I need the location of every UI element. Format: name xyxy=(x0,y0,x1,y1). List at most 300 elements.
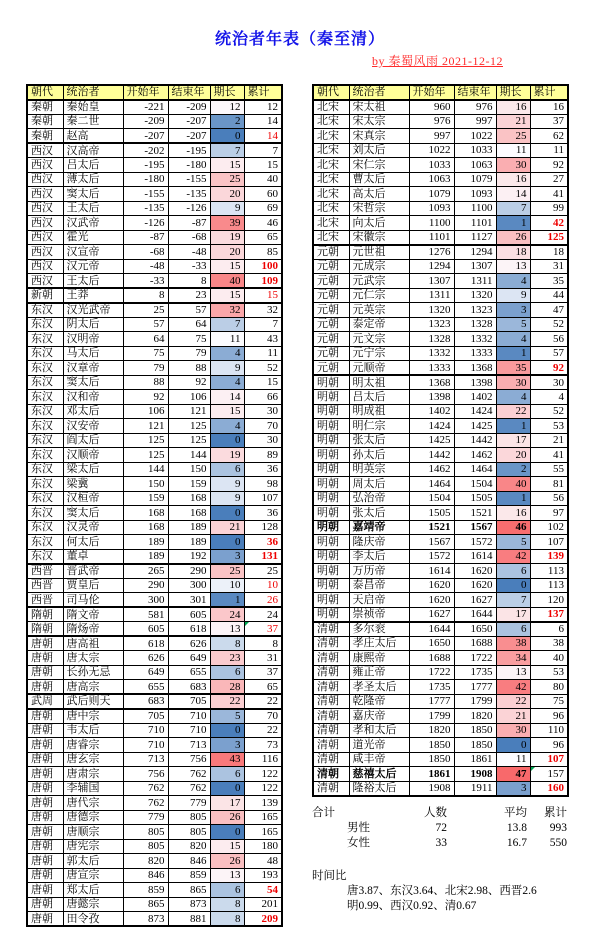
end-year-cell[interactable]: 649 xyxy=(168,651,210,666)
cumulative-cell[interactable]: 55 xyxy=(530,462,568,477)
end-year-cell[interactable]: 1462 xyxy=(454,448,496,463)
ruler-cell[interactable]: 张太后 xyxy=(349,506,409,521)
end-year-cell[interactable]: 1850 xyxy=(454,723,496,738)
duration-cell[interactable]: 4 xyxy=(210,419,244,434)
cumulative-cell[interactable]: 69 xyxy=(244,201,282,216)
ruler-cell[interactable]: 唐高宗 xyxy=(63,680,123,695)
dynasty-cell[interactable]: 东汉 xyxy=(27,491,63,506)
end-year-cell[interactable]: 683 xyxy=(168,680,210,695)
start-year-cell[interactable]: 960 xyxy=(409,100,454,115)
ruler-cell[interactable]: 孙太后 xyxy=(349,448,409,463)
ruler-cell[interactable]: 宋太宗 xyxy=(349,114,409,129)
cumulative-cell[interactable]: 201 xyxy=(244,897,282,912)
duration-cell[interactable]: 7 xyxy=(496,201,530,216)
ruler-cell[interactable]: 元武宗 xyxy=(349,274,409,289)
ruler-cell[interactable]: 泰昌帝 xyxy=(349,578,409,593)
cumulative-cell[interactable]: 180 xyxy=(244,839,282,854)
cumulative-cell[interactable]: 56 xyxy=(530,491,568,506)
ruler-cell[interactable]: 马太后 xyxy=(63,346,123,361)
dynasty-cell[interactable]: 清朝 xyxy=(313,752,349,767)
start-year-cell[interactable]: 1820 xyxy=(409,723,454,738)
dynasty-cell[interactable]: 唐朝 xyxy=(27,868,63,883)
dynasty-cell[interactable]: 西汉 xyxy=(27,172,63,187)
ruler-cell[interactable]: 晋武帝 xyxy=(63,564,123,579)
duration-cell[interactable]: 21 xyxy=(496,114,530,129)
end-year-cell[interactable]: -180 xyxy=(168,158,210,173)
duration-cell[interactable]: 0 xyxy=(210,129,244,144)
start-year-cell[interactable]: 859 xyxy=(123,883,168,898)
start-year-cell[interactable]: 1402 xyxy=(409,404,454,419)
duration-cell[interactable]: 6 xyxy=(210,883,244,898)
cumulative-cell[interactable]: 30 xyxy=(244,404,282,419)
ruler-cell[interactable]: 窦太后 xyxy=(63,506,123,521)
end-year-cell[interactable]: 1307 xyxy=(454,259,496,274)
dynasty-cell[interactable]: 元朝 xyxy=(313,361,349,376)
start-year-cell[interactable]: 655 xyxy=(123,680,168,695)
duration-cell[interactable]: 11 xyxy=(210,332,244,347)
cumulative-cell[interactable]: 31 xyxy=(530,259,568,274)
duration-cell[interactable]: 0 xyxy=(210,506,244,521)
duration-cell[interactable]: 9 xyxy=(210,201,244,216)
dynasty-cell[interactable]: 清朝 xyxy=(313,767,349,782)
cumulative-cell[interactable]: 14 xyxy=(244,114,282,129)
dynasty-cell[interactable]: 唐朝 xyxy=(27,738,63,753)
ruler-cell[interactable]: 高太后 xyxy=(349,187,409,202)
ruler-cell[interactable]: 唐肃宗 xyxy=(63,767,123,782)
start-year-cell[interactable]: 1644 xyxy=(409,622,454,637)
cumulative-cell[interactable]: 193 xyxy=(244,868,282,883)
duration-cell[interactable]: 9 xyxy=(210,491,244,506)
dynasty-cell[interactable]: 明朝 xyxy=(313,564,349,579)
cumulative-cell[interactable]: 40 xyxy=(530,651,568,666)
ruler-cell[interactable]: 元仁宗 xyxy=(349,288,409,303)
ruler-cell[interactable]: 明仁宗 xyxy=(349,419,409,434)
ruler-cell[interactable]: 崇祯帝 xyxy=(349,607,409,622)
start-year-cell[interactable]: -33 xyxy=(123,274,168,289)
cumulative-cell[interactable]: 73 xyxy=(244,738,282,753)
end-year-cell[interactable]: 1093 xyxy=(454,187,496,202)
end-year-cell[interactable]: -207 xyxy=(168,114,210,129)
ruler-cell[interactable]: 阴太后 xyxy=(63,317,123,332)
dynasty-cell[interactable]: 唐朝 xyxy=(27,709,63,724)
ruler-cell[interactable]: 汉光武帝 xyxy=(63,303,123,318)
ruler-cell[interactable]: 天启帝 xyxy=(349,593,409,608)
column-header[interactable]: 累计 xyxy=(244,85,282,100)
duration-cell[interactable]: 8 xyxy=(210,912,244,927)
cumulative-cell[interactable]: 139 xyxy=(244,796,282,811)
end-year-cell[interactable]: 1368 xyxy=(454,361,496,376)
duration-cell[interactable]: 15 xyxy=(210,404,244,419)
duration-cell[interactable]: 5 xyxy=(496,535,530,550)
start-year-cell[interactable]: 683 xyxy=(123,694,168,709)
dynasty-cell[interactable]: 隋朝 xyxy=(27,607,63,622)
duration-cell[interactable]: 40 xyxy=(210,274,244,289)
duration-cell[interactable]: 13 xyxy=(210,622,244,637)
end-year-cell[interactable]: 762 xyxy=(168,767,210,782)
start-year-cell[interactable]: 159 xyxy=(123,491,168,506)
duration-cell[interactable]: 1 xyxy=(496,491,530,506)
dynasty-cell[interactable]: 东汉 xyxy=(27,433,63,448)
start-year-cell[interactable]: 1504 xyxy=(409,491,454,506)
ruler-cell[interactable]: 宋徽宗 xyxy=(349,230,409,245)
ruler-cell[interactable]: 乾隆帝 xyxy=(349,694,409,709)
ruler-cell[interactable]: 唐懿宗 xyxy=(63,897,123,912)
start-year-cell[interactable]: 846 xyxy=(123,868,168,883)
start-year-cell[interactable]: 1777 xyxy=(409,694,454,709)
start-year-cell[interactable]: 649 xyxy=(123,665,168,680)
cumulative-cell[interactable]: 41 xyxy=(530,448,568,463)
dynasty-cell[interactable]: 北宋 xyxy=(313,114,349,129)
dynasty-cell[interactable]: 唐朝 xyxy=(27,651,63,666)
duration-cell[interactable]: 24 xyxy=(210,607,244,622)
start-year-cell[interactable]: 88 xyxy=(123,375,168,390)
end-year-cell[interactable]: 1442 xyxy=(454,433,496,448)
ruler-cell[interactable]: 唐睿宗 xyxy=(63,738,123,753)
ruler-cell[interactable]: 孝圣太后 xyxy=(349,680,409,695)
column-header[interactable]: 期长 xyxy=(496,85,530,100)
dynasty-cell[interactable]: 北宋 xyxy=(313,158,349,173)
end-year-cell[interactable]: 75 xyxy=(168,332,210,347)
ruler-cell[interactable]: 郭太后 xyxy=(63,854,123,869)
ruler-cell[interactable]: 弘治帝 xyxy=(349,491,409,506)
start-year-cell[interactable]: -126 xyxy=(123,216,168,231)
end-year-cell[interactable]: 125 xyxy=(168,419,210,434)
start-year-cell[interactable]: 168 xyxy=(123,520,168,535)
cumulative-cell[interactable]: 53 xyxy=(530,665,568,680)
dynasty-cell[interactable]: 北宋 xyxy=(313,129,349,144)
start-year-cell[interactable]: 25 xyxy=(123,303,168,318)
start-year-cell[interactable]: 1425 xyxy=(409,433,454,448)
start-year-cell[interactable]: 1100 xyxy=(409,216,454,231)
end-year-cell[interactable]: 125 xyxy=(168,433,210,448)
start-year-cell[interactable]: 873 xyxy=(123,912,168,927)
dynasty-cell[interactable]: 东汉 xyxy=(27,346,63,361)
dynasty-cell[interactable]: 清朝 xyxy=(313,651,349,666)
start-year-cell[interactable]: 1850 xyxy=(409,752,454,767)
duration-cell[interactable]: 32 xyxy=(210,303,244,318)
dynasty-cell[interactable]: 元朝 xyxy=(313,303,349,318)
start-year-cell[interactable]: 168 xyxy=(123,506,168,521)
duration-cell[interactable]: 15 xyxy=(210,158,244,173)
end-year-cell[interactable]: 1464 xyxy=(454,462,496,477)
cumulative-cell[interactable]: 7 xyxy=(244,143,282,158)
cumulative-cell[interactable]: 209 xyxy=(244,912,282,927)
cumulative-cell[interactable]: 38 xyxy=(530,636,568,651)
cumulative-cell[interactable]: 26 xyxy=(244,593,282,608)
ruler-cell[interactable]: 秦二世 xyxy=(63,114,123,129)
dynasty-cell[interactable]: 东汉 xyxy=(27,404,63,419)
cumulative-cell[interactable]: 46 xyxy=(244,216,282,231)
duration-cell[interactable]: 1 xyxy=(496,419,530,434)
start-year-cell[interactable]: 1093 xyxy=(409,201,454,216)
end-year-cell[interactable]: 300 xyxy=(168,578,210,593)
ruler-cell[interactable]: 贾皇后 xyxy=(63,578,123,593)
duration-cell[interactable]: 6 xyxy=(496,622,530,637)
dynasty-cell[interactable]: 西晋 xyxy=(27,578,63,593)
dynasty-cell[interactable]: 明朝 xyxy=(313,549,349,564)
duration-cell[interactable]: 9 xyxy=(210,477,244,492)
start-year-cell[interactable]: 618 xyxy=(123,636,168,651)
duration-cell[interactable]: 4 xyxy=(496,274,530,289)
cumulative-cell[interactable]: 165 xyxy=(244,810,282,825)
end-year-cell[interactable]: 881 xyxy=(168,912,210,927)
start-year-cell[interactable]: 1521 xyxy=(409,520,454,535)
dynasty-cell[interactable]: 明朝 xyxy=(313,390,349,405)
duration-cell[interactable]: 14 xyxy=(210,390,244,405)
ruler-cell[interactable]: 王太后 xyxy=(63,201,123,216)
start-year-cell[interactable]: 997 xyxy=(409,129,454,144)
dynasty-cell[interactable]: 西汉 xyxy=(27,259,63,274)
duration-cell[interactable]: 7 xyxy=(210,317,244,332)
start-year-cell[interactable]: -209 xyxy=(123,114,168,129)
start-year-cell[interactable]: -202 xyxy=(123,143,168,158)
start-year-cell[interactable]: 121 xyxy=(123,419,168,434)
ruler-cell[interactable]: 唐宣宗 xyxy=(63,868,123,883)
start-year-cell[interactable]: 1368 xyxy=(409,375,454,390)
cumulative-cell[interactable]: 96 xyxy=(530,709,568,724)
end-year-cell[interactable]: 1650 xyxy=(454,622,496,637)
end-year-cell[interactable]: 1022 xyxy=(454,129,496,144)
end-year-cell[interactable]: 1820 xyxy=(454,709,496,724)
cumulative-cell[interactable]: 42 xyxy=(530,216,568,231)
start-year-cell[interactable]: 265 xyxy=(123,564,168,579)
dynasty-cell[interactable]: 元朝 xyxy=(313,259,349,274)
start-year-cell[interactable]: 1620 xyxy=(409,578,454,593)
duration-cell[interactable]: 22 xyxy=(210,694,244,709)
end-year-cell[interactable]: 1328 xyxy=(454,317,496,332)
duration-cell[interactable]: 34 xyxy=(496,651,530,666)
duration-cell[interactable]: 39 xyxy=(210,216,244,231)
duration-cell[interactable]: 8 xyxy=(210,636,244,651)
cumulative-cell[interactable]: 81 xyxy=(530,477,568,492)
end-year-cell[interactable]: 1294 xyxy=(454,245,496,260)
end-year-cell[interactable]: -48 xyxy=(168,245,210,260)
dynasty-cell[interactable]: 清朝 xyxy=(313,665,349,680)
duration-cell[interactable]: 22 xyxy=(496,694,530,709)
end-year-cell[interactable]: 1799 xyxy=(454,694,496,709)
dynasty-cell[interactable]: 西汉 xyxy=(27,143,63,158)
end-year-cell[interactable]: 1627 xyxy=(454,593,496,608)
cumulative-cell[interactable]: 4 xyxy=(530,390,568,405)
cumulative-cell[interactable]: 92 xyxy=(530,158,568,173)
cumulative-cell[interactable]: 56 xyxy=(530,332,568,347)
dynasty-cell[interactable]: 唐朝 xyxy=(27,767,63,782)
duration-cell[interactable]: 16 xyxy=(496,100,530,115)
duration-cell[interactable]: 47 xyxy=(496,767,530,782)
ruler-cell[interactable]: 张太后 xyxy=(349,433,409,448)
duration-cell[interactable]: 16 xyxy=(496,506,530,521)
ruler-cell[interactable]: 司马伦 xyxy=(63,593,123,608)
ruler-cell[interactable]: 赵高 xyxy=(63,129,123,144)
cumulative-cell[interactable]: 21 xyxy=(530,433,568,448)
start-year-cell[interactable]: 1735 xyxy=(409,680,454,695)
dynasty-cell[interactable]: 西汉 xyxy=(27,274,63,289)
start-year-cell[interactable]: 1307 xyxy=(409,274,454,289)
cumulative-cell[interactable]: 157 xyxy=(530,767,568,782)
start-year-cell[interactable]: 1294 xyxy=(409,259,454,274)
ruler-cell[interactable]: 泰定帝 xyxy=(349,317,409,332)
cumulative-cell[interactable]: 85 xyxy=(244,245,282,260)
dynasty-cell[interactable]: 元朝 xyxy=(313,245,349,260)
start-year-cell[interactable]: 106 xyxy=(123,404,168,419)
dynasty-cell[interactable]: 清朝 xyxy=(313,781,349,796)
duration-cell[interactable]: 16 xyxy=(496,172,530,187)
cumulative-cell[interactable]: 12 xyxy=(244,100,282,115)
end-year-cell[interactable]: 1127 xyxy=(454,230,496,245)
dynasty-cell[interactable]: 西汉 xyxy=(27,245,63,260)
cumulative-cell[interactable]: 75 xyxy=(530,694,568,709)
duration-cell[interactable]: 4 xyxy=(496,332,530,347)
cumulative-cell[interactable]: 137 xyxy=(530,607,568,622)
duration-cell[interactable]: 1 xyxy=(496,346,530,361)
ruler-cell[interactable]: 汉顺帝 xyxy=(63,448,123,463)
ruler-cell[interactable]: 韦太后 xyxy=(63,723,123,738)
column-header[interactable]: 朝代 xyxy=(313,85,349,100)
start-year-cell[interactable]: 92 xyxy=(123,390,168,405)
cumulative-cell[interactable]: 18 xyxy=(530,245,568,260)
duration-cell[interactable]: 4 xyxy=(210,375,244,390)
start-year-cell[interactable]: -195 xyxy=(123,158,168,173)
ruler-cell[interactable]: 孝庄太后 xyxy=(349,636,409,651)
ruler-cell[interactable]: 向太后 xyxy=(349,216,409,231)
byline-link[interactable]: by 秦蜀风雨 2021-12-12 xyxy=(372,54,503,68)
dynasty-cell[interactable]: 清朝 xyxy=(313,680,349,695)
end-year-cell[interactable]: 290 xyxy=(168,564,210,579)
end-year-cell[interactable]: 1620 xyxy=(454,564,496,579)
duration-cell[interactable]: 2 xyxy=(496,462,530,477)
cumulative-cell[interactable]: 60 xyxy=(244,187,282,202)
cumulative-cell[interactable]: 109 xyxy=(244,274,282,289)
dynasty-cell[interactable]: 明朝 xyxy=(313,520,349,535)
start-year-cell[interactable]: -135 xyxy=(123,201,168,216)
cumulative-cell[interactable]: 139 xyxy=(530,549,568,564)
start-year-cell[interactable]: 805 xyxy=(123,839,168,854)
start-year-cell[interactable]: -207 xyxy=(123,129,168,144)
duration-cell[interactable]: 15 xyxy=(210,839,244,854)
duration-cell[interactable]: 30 xyxy=(496,375,530,390)
start-year-cell[interactable]: 605 xyxy=(123,622,168,637)
dynasty-cell[interactable]: 明朝 xyxy=(313,607,349,622)
duration-cell[interactable]: 4 xyxy=(210,346,244,361)
cumulative-cell[interactable]: 24 xyxy=(244,607,282,622)
end-year-cell[interactable]: 92 xyxy=(168,375,210,390)
ruler-cell[interactable]: 咸丰帝 xyxy=(349,752,409,767)
start-year-cell[interactable]: 1908 xyxy=(409,781,454,796)
cumulative-cell[interactable]: 52 xyxy=(530,404,568,419)
dynasty-cell[interactable]: 北宋 xyxy=(313,172,349,187)
cumulative-cell[interactable]: 37 xyxy=(530,114,568,129)
start-year-cell[interactable]: 290 xyxy=(123,578,168,593)
ruler-cell[interactable]: 隋炀帝 xyxy=(63,622,123,637)
duration-cell[interactable]: 25 xyxy=(210,172,244,187)
cumulative-cell[interactable]: 15 xyxy=(244,288,282,303)
duration-cell[interactable]: 7 xyxy=(496,593,530,608)
ruler-cell[interactable]: 李辅国 xyxy=(63,781,123,796)
end-year-cell[interactable]: -33 xyxy=(168,259,210,274)
dynasty-cell[interactable]: 唐朝 xyxy=(27,723,63,738)
dynasty-cell[interactable]: 元朝 xyxy=(313,317,349,332)
dynasty-cell[interactable]: 秦朝 xyxy=(27,114,63,129)
end-year-cell[interactable]: 846 xyxy=(168,854,210,869)
start-year-cell[interactable]: -155 xyxy=(123,187,168,202)
duration-cell[interactable]: 21 xyxy=(496,709,530,724)
start-year-cell[interactable]: 8 xyxy=(123,288,168,303)
duration-cell[interactable]: 30 xyxy=(496,723,530,738)
duration-cell[interactable]: 3 xyxy=(210,549,244,564)
cumulative-cell[interactable]: 40 xyxy=(244,172,282,187)
end-year-cell[interactable]: 710 xyxy=(168,709,210,724)
end-year-cell[interactable]: 150 xyxy=(168,462,210,477)
ruler-cell[interactable]: 窦太后 xyxy=(63,375,123,390)
end-year-cell[interactable]: 713 xyxy=(168,738,210,753)
ruler-cell[interactable]: 汉高帝 xyxy=(63,143,123,158)
end-year-cell[interactable]: 1079 xyxy=(454,172,496,187)
end-year-cell[interactable]: 1398 xyxy=(454,375,496,390)
ruler-cell[interactable]: 武后则天 xyxy=(63,694,123,709)
duration-cell[interactable]: 42 xyxy=(496,680,530,695)
duration-cell[interactable]: 25 xyxy=(210,564,244,579)
end-year-cell[interactable]: 1908 xyxy=(454,767,496,782)
duration-cell[interactable]: 18 xyxy=(496,245,530,260)
dynasty-cell[interactable]: 东汉 xyxy=(27,332,63,347)
cumulative-cell[interactable]: 70 xyxy=(244,709,282,724)
end-year-cell[interactable]: 1333 xyxy=(454,346,496,361)
duration-cell[interactable]: 20 xyxy=(496,448,530,463)
start-year-cell[interactable]: 976 xyxy=(409,114,454,129)
ruler-cell[interactable]: 元顺帝 xyxy=(349,361,409,376)
duration-cell[interactable]: 0 xyxy=(210,433,244,448)
end-year-cell[interactable]: 23 xyxy=(168,288,210,303)
cumulative-cell[interactable]: 8 xyxy=(244,636,282,651)
end-year-cell[interactable]: 1323 xyxy=(454,303,496,318)
end-year-cell[interactable]: 705 xyxy=(168,694,210,709)
start-year-cell[interactable]: 1722 xyxy=(409,665,454,680)
ruler-cell[interactable]: 王莽 xyxy=(63,288,123,303)
end-year-cell[interactable]: -195 xyxy=(168,143,210,158)
end-year-cell[interactable]: 1521 xyxy=(454,506,496,521)
end-year-cell[interactable]: 1614 xyxy=(454,549,496,564)
cumulative-cell[interactable]: 160 xyxy=(530,781,568,796)
duration-cell[interactable]: 17 xyxy=(496,433,530,448)
cumulative-cell[interactable]: 62 xyxy=(530,129,568,144)
duration-cell[interactable]: 6 xyxy=(210,665,244,680)
cumulative-cell[interactable]: 32 xyxy=(244,303,282,318)
dynasty-cell[interactable]: 明朝 xyxy=(313,578,349,593)
dynasty-cell[interactable]: 明朝 xyxy=(313,404,349,419)
start-year-cell[interactable]: 756 xyxy=(123,767,168,782)
start-year-cell[interactable]: -180 xyxy=(123,172,168,187)
cumulative-cell[interactable]: 80 xyxy=(530,680,568,695)
end-year-cell[interactable]: 976 xyxy=(454,100,496,115)
column-header[interactable]: 开始年 xyxy=(409,85,454,100)
duration-cell[interactable]: 3 xyxy=(210,738,244,753)
cumulative-cell[interactable]: 7 xyxy=(244,317,282,332)
duration-cell[interactable]: 5 xyxy=(210,709,244,724)
cumulative-cell[interactable]: 41 xyxy=(530,187,568,202)
start-year-cell[interactable]: 1572 xyxy=(409,549,454,564)
ruler-cell[interactable]: 唐中宗 xyxy=(63,709,123,724)
end-year-cell[interactable]: 655 xyxy=(168,665,210,680)
dynasty-cell[interactable]: 西汉 xyxy=(27,187,63,202)
end-year-cell[interactable]: 762 xyxy=(168,781,210,796)
dynasty-cell[interactable]: 清朝 xyxy=(313,636,349,651)
ruler-cell[interactable]: 汉元帝 xyxy=(63,259,123,274)
ruler-cell[interactable]: 长孙无忌 xyxy=(63,665,123,680)
end-year-cell[interactable]: 1567 xyxy=(454,520,496,535)
dynasty-cell[interactable]: 北宋 xyxy=(313,143,349,158)
end-year-cell[interactable]: -68 xyxy=(168,230,210,245)
cumulative-cell[interactable]: 113 xyxy=(530,578,568,593)
